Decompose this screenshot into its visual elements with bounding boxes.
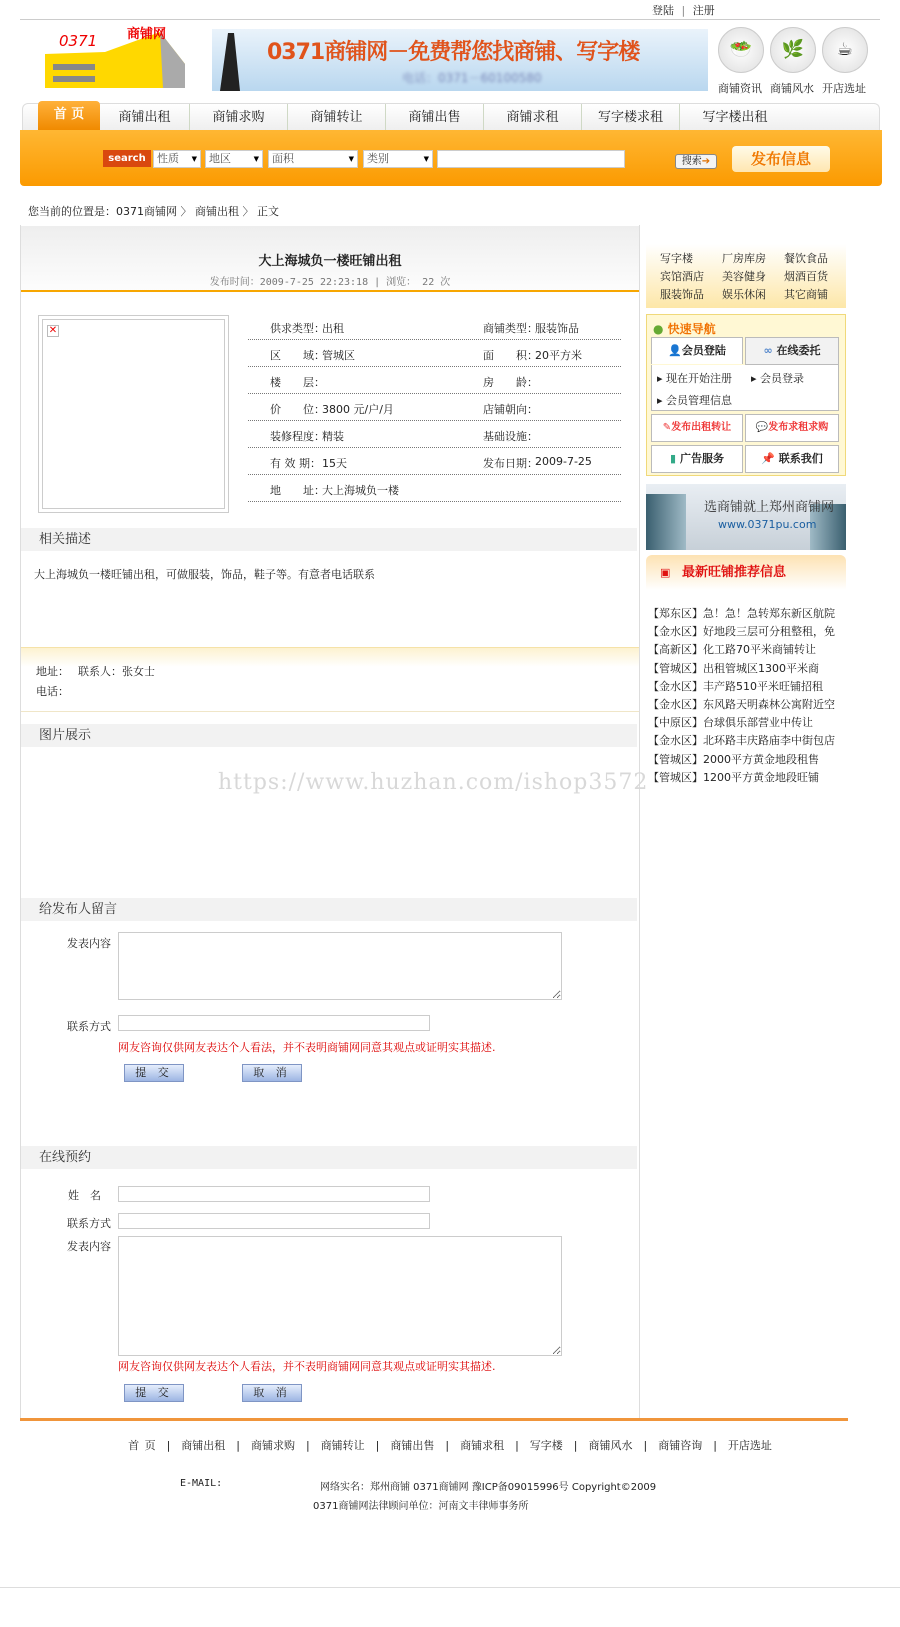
recommend-item[interactable]: 【中原区】台球俱乐部营业中传让 [648, 716, 813, 730]
shop-image [38, 315, 229, 513]
salad-icon[interactable]: 🥗 [718, 27, 764, 73]
recommend-item[interactable]: 【金水区】丰产路510平米旺铺招租 [648, 679, 823, 693]
footer-email: E-MAIL: [180, 1478, 223, 1489]
message-submit-button[interactable]: 提 交 [124, 1064, 184, 1082]
nav-office-rent[interactable]: 写字楼出租 [702, 110, 768, 125]
header-banner[interactable]: 0371商铺网－免费帮您找商铺、写字楼 电话：0371－60100580 [212, 29, 708, 91]
site-logo[interactable] [45, 24, 190, 94]
disclaimer-text: 网友咨询仅供网友表达个人看法，并不表明商铺网同意其观点或证明实其描述. [118, 1360, 496, 1373]
side-banner[interactable]: 选商铺就上郑州商铺网 www.0371pu.com [646, 484, 846, 550]
top-links: 登陆 | 注册 [652, 4, 715, 17]
header-link-fengshui[interactable]: 商铺风水 [770, 82, 814, 95]
region-select[interactable]: 地区 ▼ [205, 150, 263, 168]
phone-label: 电话： [36, 685, 69, 698]
category-link[interactable]: 其它商铺 [784, 288, 828, 301]
footer-lawyer: 0371商铺网法律顾问单位：河南文丰律师事务所 [313, 1501, 529, 1512]
play-icon: ▣ [660, 566, 671, 579]
quick-nav: ● 快速导航 👤会员登陆 ∞ 在线委托 ▸ 现在开始注册 ▸ 会员登录 ▸ 会员管理信息 ✎发布出租转让 💬发布求租求购 ▮ 广告服务 📌 联系我们 [646, 314, 846, 476]
divider [20, 19, 880, 20]
category-link[interactable]: 服装饰品 [660, 288, 704, 301]
disclaimer-text: 网友咨询仅供网友表达个人看法，并不表明商铺网同意其观点或证明实其描述. [118, 1041, 496, 1054]
search-label: search [103, 150, 151, 167]
footer-link[interactable]: 商铺求购 [250, 1439, 295, 1452]
footer-copyright: 网络实名：郑州商铺 0371商铺网 豫ICP备09015996号 Copyright©2009 [320, 1482, 657, 1493]
nav-shop-buy[interactable]: 商铺求购 [190, 104, 288, 130]
message-cancel-button[interactable]: 取 消 [242, 1064, 302, 1082]
category-link[interactable]: 宾馆酒店 [660, 270, 704, 283]
booking-name-input[interactable] [118, 1186, 430, 1202]
chat-icon: 💬 [755, 422, 769, 433]
svg-text:商铺网: 商铺网 [127, 27, 167, 42]
pencil-icon: ✎ [662, 422, 672, 433]
category-box [646, 244, 846, 308]
breadcrumb: 您当前的位置是：0371商铺网 〉 商铺出租 〉 正文 [28, 205, 279, 218]
plant-icon[interactable]: 🌿 [770, 27, 816, 73]
cup-icon[interactable]: ☕ [822, 27, 868, 73]
register-link[interactable]: 注册 [692, 4, 715, 17]
header-link-news[interactable]: 商铺资讯 [718, 82, 762, 95]
footer-link[interactable]: 商铺转让 [320, 1439, 365, 1452]
category-link[interactable]: 烟酒百货 [784, 270, 828, 283]
breadcrumb-home[interactable]: 0371商铺网 [116, 205, 177, 218]
content-label: 发表内容 [67, 1240, 111, 1253]
recommend-item[interactable]: 【高新区】化工路70平米商铺转让 [648, 643, 816, 657]
info-row: 地 址： 大上海城负一楼 [248, 475, 621, 502]
section-message: 给发布人留言 [21, 898, 637, 921]
message-content-textarea[interactable] [118, 932, 562, 1000]
recommend-item[interactable]: 【金水区】好地段三层可分租整租，免 [648, 625, 835, 639]
booking-submit-button[interactable]: 提 交 [124, 1384, 184, 1402]
footer-link[interactable]: 首 页 [128, 1439, 156, 1452]
info-row: 楼 层： 房 龄： [248, 367, 621, 394]
recommend-list [648, 605, 835, 787]
booking-contact-input[interactable] [118, 1213, 430, 1229]
recommend-item[interactable]: 【金水区】东风路天明森林公寓附近空 [648, 698, 835, 712]
publish-want-button[interactable]: 💬发布求租求购 [745, 414, 839, 442]
contact-info [21, 647, 639, 712]
category-select[interactable]: 类别 ▼ [363, 150, 433, 168]
section-booking: 在线预约 [21, 1146, 637, 1169]
category-link[interactable]: 娱乐休闲 [722, 288, 766, 301]
search-input[interactable] [437, 150, 625, 168]
recommend-item[interactable]: 【金水区】北环路丰庆路庙李中街包店 [648, 734, 835, 748]
nav-shop-sale[interactable]: 商铺出售 [386, 104, 484, 130]
arrow-right-icon: ➔ [701, 156, 711, 167]
info-row: 有 效 期： 15天 发布日期： 2009-7-25 [248, 448, 621, 475]
footer-link[interactable]: 商铺求租 [460, 1439, 505, 1452]
footer-link[interactable]: 商铺风水 [588, 1439, 633, 1452]
info-row: 价 位： 3800 元/户/月 店铺朝向： [248, 394, 621, 421]
member-manage-link[interactable]: ▸ 会员管理信息 [657, 394, 733, 407]
footer-link[interactable]: 商铺咨询 [658, 1439, 703, 1452]
description-text: 大上海城负一楼旺铺出租，可做服装，饰品，鞋子等。有意者电话联系 [34, 568, 375, 581]
nav-shop-want[interactable]: 商铺求租 [484, 104, 582, 130]
publish-button[interactable]: 发布信息 [732, 146, 830, 172]
category-link[interactable]: 餐饮食品 [784, 252, 828, 265]
nature-select[interactable]: 性质 ▼ [153, 150, 201, 168]
booking-cancel-button[interactable]: 取 消 [242, 1384, 302, 1402]
recommend-item[interactable]: 【管城区】1200平方黄金地段旺铺 [648, 770, 819, 784]
footer-link[interactable]: 写字楼 [529, 1439, 563, 1452]
nav-shop-rent[interactable]: 商铺出租 [100, 104, 190, 130]
section-description: 相关描述 [21, 528, 637, 551]
user-icon: 👤 [668, 344, 682, 357]
contact-label: 联系方式 [67, 1217, 111, 1230]
recommend-header: ▣ 最新旺铺推荐信息 [646, 555, 846, 590]
footer-link[interactable]: 商铺出售 [390, 1439, 435, 1452]
statue-image [220, 33, 240, 91]
info-row: 区 域： 管城区 面 积： 20平方米 [248, 340, 621, 367]
nav-shop-transfer[interactable]: 商铺转让 [288, 104, 386, 130]
recommend-item[interactable]: 【郑东区】急！急！急转郑东新区航院 [648, 607, 835, 620]
recommend-item[interactable]: 【管城区】出租管城区1300平米商 [648, 661, 819, 675]
online-entrust-tab[interactable]: ∞ 在线委托 [745, 337, 839, 365]
recommend-item[interactable]: 【管城区】2000平方黄金地段租售 [648, 752, 819, 766]
section-photos: 图片展示 [21, 724, 637, 747]
booking-content-textarea[interactable] [118, 1236, 562, 1356]
contact-us-button[interactable]: 📌 联系我们 [745, 445, 839, 473]
nav-office-want[interactable]: 写字楼求租 [582, 104, 680, 130]
footer-link[interactable]: 开店选址 [727, 1439, 772, 1452]
bullet-icon: ● [653, 322, 664, 336]
contact-label: 联系方式 [67, 1020, 111, 1033]
info-row: 供求类型： 出租 商铺类型： 服装饰品 [248, 313, 621, 340]
svg-text:0371: 0371 [59, 32, 98, 50]
divider [21, 290, 639, 292]
category-link[interactable]: 美容健身 [722, 270, 766, 283]
page-title: 大上海城负一楼旺铺出租 [258, 254, 402, 269]
name-label: 姓 名 [68, 1189, 101, 1202]
ad-service-button[interactable]: ▮ 广告服务 [651, 445, 743, 473]
article-meta: 发布时间：2009-7-25 22:23:18 | 浏览： 22 次 [209, 277, 451, 288]
address-label: 地址： [36, 665, 69, 678]
footer-links: 首 页 | 商铺出租 | 商铺求购 | 商铺转让 | 商铺出售 | 商铺求租 | 写字楼 | 商铺风水 | 商铺咨询 | 开店选址 [128, 1439, 772, 1452]
watermark: https://www.huzhan.com/ishop3572 [218, 770, 649, 795]
broken-image-icon: ✕ [48, 325, 58, 336]
footer-link[interactable]: 商铺出租 [181, 1439, 226, 1452]
publish-rent-button[interactable]: ✎发布出租转让 [651, 414, 743, 442]
category-link[interactable]: 写字楼 [660, 252, 693, 265]
search-button[interactable]: 搜索➔ [675, 154, 717, 169]
member-login-tab[interactable]: 👤会员登陆 [651, 337, 743, 364]
breadcrumb-rent[interactable]: 商铺出租 [195, 205, 239, 218]
pin-icon: 📌 [761, 452, 775, 465]
footer-divider [20, 1418, 848, 1421]
register-now-link[interactable]: ▸ 现在开始注册 [657, 372, 733, 385]
member-login-link[interactable]: ▸ 会员登录 [751, 372, 805, 385]
message-contact-input[interactable] [118, 1015, 430, 1031]
category-link[interactable]: 厂房库房 [722, 252, 766, 265]
nav-home[interactable]: 首 页 [38, 101, 100, 130]
chart-icon: ▮ [670, 452, 677, 465]
divider [0, 1587, 900, 1588]
info-row: 装修程度： 精装 基础设施： [248, 421, 621, 448]
content-label: 发表内容 [67, 937, 111, 950]
login-link[interactable]: 登陆 [652, 4, 674, 17]
contact-person: 联系人：张女士 [78, 665, 155, 678]
area-select[interactable]: 面积 ▼ [268, 150, 358, 168]
header-link-location[interactable]: 开店选址 [822, 82, 866, 95]
link-icon: ∞ [763, 344, 773, 357]
